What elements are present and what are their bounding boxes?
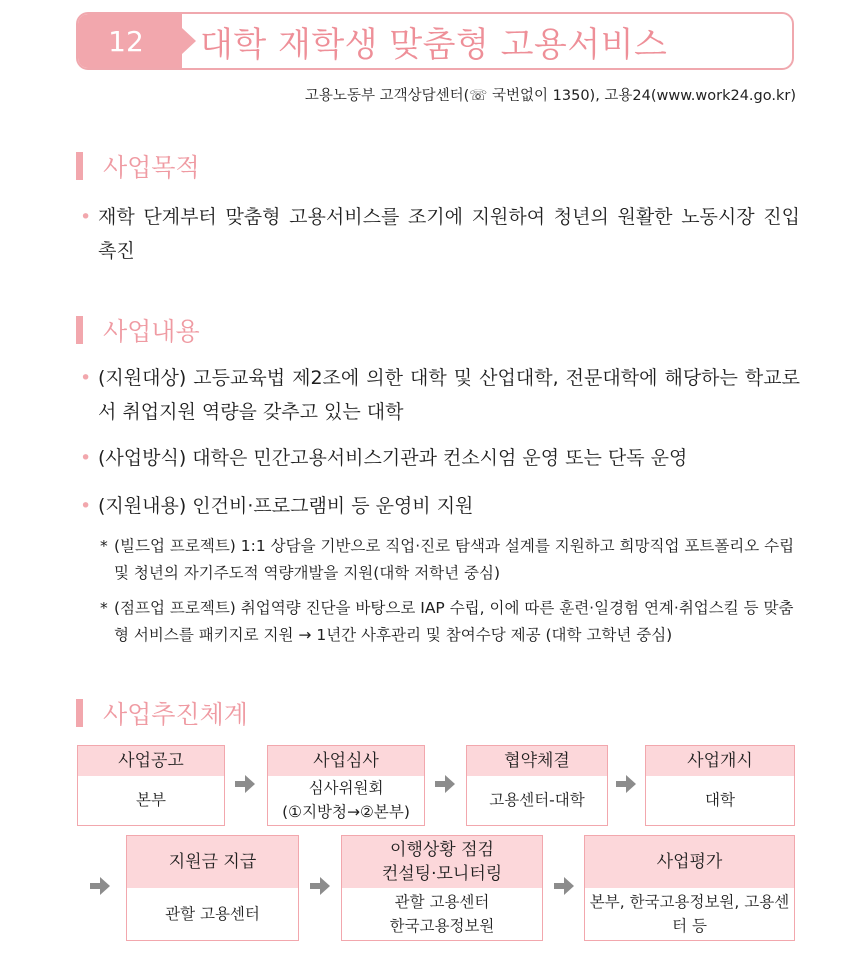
content-bullet-method — [80, 441, 800, 475]
flow-box-head: 사업평가 — [585, 836, 794, 888]
flow-box-monitoring — [341, 835, 543, 941]
flow-box-review — [267, 745, 425, 826]
heading-text: 사업추진체계 — [103, 700, 248, 729]
bullet-dot-icon: • — [80, 495, 92, 517]
asterisk-icon: * — [100, 599, 108, 617]
purpose-bullet — [80, 200, 800, 268]
flow-box-head: 이행상황 점검 컨설팅·모니터링 — [342, 836, 542, 888]
section-heading-content — [76, 312, 200, 348]
asterisk-icon: * — [100, 537, 108, 555]
bullet-text: (사업방식) 대학은 민간고용서비스기관과 컨소시엄 운영 또는 단독 운영 — [98, 447, 688, 469]
flow-box-head: 사업개시 — [646, 746, 794, 776]
title-arrow-icon — [182, 28, 196, 54]
bullet-dot-icon: • — [80, 206, 92, 228]
flow-box-payment — [126, 835, 299, 941]
flow-arrow-icon — [433, 773, 457, 795]
section-heading-process — [76, 695, 248, 731]
bullet-text: 재학 단계부터 맞춤형 고용서비스를 조기에 지원하여 청년의 원활한 노동시장 진입 촉진 — [98, 206, 800, 262]
flow-box-head: 사업공고 — [78, 746, 224, 776]
note-text: (빌드업 프로젝트) 1:1 상담을 기반으로 직업·진로 탐색과 설계를 지원하고 희망직업 포트폴리오 수립 및 청년의 자기주도적 역량개발을 지원(대학 저학년 중심) — [114, 537, 795, 582]
heading-text: 사업목적 — [103, 153, 200, 182]
flow-arrow-icon — [233, 773, 257, 795]
flow-box-body: 관할 고용센터 한국고용정보원 — [389, 892, 495, 935]
flow-arrow-icon — [88, 875, 112, 897]
flow-box-body: 심사위원회 (①지방청→②본부) — [282, 779, 410, 821]
flow-box-launch — [645, 745, 795, 826]
content-bullet-target — [80, 361, 800, 429]
heading-bar — [76, 316, 83, 344]
note-buildup — [100, 533, 800, 587]
flow-arrow-icon — [614, 773, 638, 795]
flow-box-body: 본부, 한국고용정보원, 고용센터 등 — [589, 892, 790, 935]
heading-text: 사업내용 — [103, 317, 200, 346]
note-text: (점프업 프로젝트) 취업역량 진단을 바탕으로 IAP 수립, 이에 따른 훈련·일경험 연계·취업스킬 등 맞춤형 서비스를 패키지로 지원 → 1년간 사후관리 및 참여수당 제공 (대학 고학년 중심) — [114, 599, 794, 644]
section-heading-purpose — [76, 148, 200, 184]
contact-info: 고용노동부 고객상담센터(☏ 국번없이 1350), 고용24(www.work24.go.kr) — [304, 88, 796, 104]
flow-box-head: 지원금 지급 — [127, 836, 298, 888]
title-banner — [76, 12, 794, 70]
flow-box-head: 사업심사 — [268, 746, 424, 776]
flow-box-agreement — [466, 745, 608, 826]
flow-box-announce — [77, 745, 225, 826]
flow-arrow-icon — [308, 875, 332, 897]
heading-bar — [76, 152, 83, 180]
flow-box-body: 대학 — [705, 791, 735, 809]
flow-box-evaluation — [584, 835, 795, 941]
bullet-dot-icon: • — [80, 367, 92, 389]
bullet-dot-icon: • — [80, 447, 92, 469]
bullet-text: (지원대상) 고등교육법 제2조에 의한 대학 및 산업대학, 전문대학에 해당하는 학교로서 취업지원 역량을 갖추고 있는 대학 — [98, 367, 800, 423]
flow-box-body: 고용센터-대학 — [489, 791, 585, 809]
flow-box-body: 본부 — [136, 791, 166, 809]
flow-box-body: 관할 고용센터 — [165, 904, 260, 923]
page-title: 대학 재학생 맞춤형 고용서비스 — [200, 24, 668, 65]
section-number: 12 — [78, 14, 182, 68]
content-bullet-support — [80, 489, 800, 523]
heading-bar — [76, 699, 83, 727]
flow-arrow-icon — [552, 875, 576, 897]
note-jumpup — [100, 595, 800, 649]
flow-box-head: 협약체결 — [467, 746, 607, 776]
bullet-text: (지원내용) 인건비·프로그램비 등 운영비 지원 — [98, 495, 474, 517]
